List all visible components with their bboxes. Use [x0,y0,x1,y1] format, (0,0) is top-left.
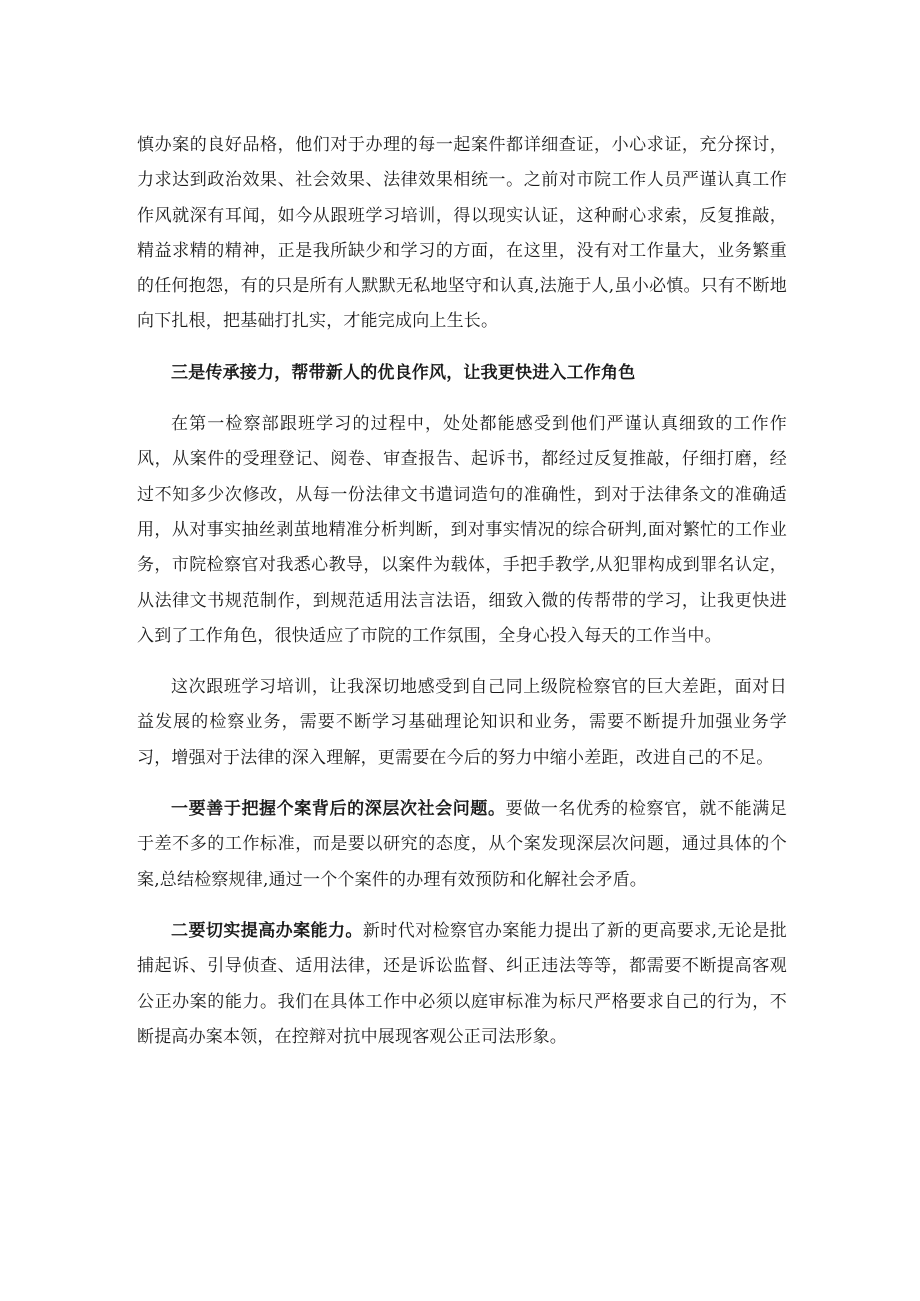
point-2-text: 新时代对检察官办案能力提出了新的更高要求,无论是批捕起诉、引导侦查、适用法律，还是诉讼监督、纠正违法等等，都需要不断提高客观公正办案的能力。我们在具体工作中必须以庭审标准为标尺严格要求自己的行为，不断提高办案本领，在控辩对抗中展现客观公正司法形象。 [137,920,787,1047]
point-1-text: 要做一名优秀的检察官，就不能满足于差不多的工作标准，而是要以研究的态度，从个案发现深层次问题，通过具体的个案,总结检察规律,通过一个个案件的办理有效预防和化解社会矛盾。 [137,799,787,890]
paragraph-point-2 [137,914,787,1055]
section-heading-3: 三是传承接力，帮带新人的优良作风，让我更快进入工作角色 [171,362,636,383]
paragraph-training-process: 在第一检察部跟班学习的过程中，处处都能感受到他们严谨认真细致的工作作风，从案件的受理登记、阅卷、审查报告、起诉书，都经过反复推敲，仔细打磨，经过不知多少次修改，从每一份法律文书遣词造句的准确性，到对于法律条文的准确适用，从对事实抽丝剥茧地精准分析判断，到对事实情况的综合研判,面对繁忙的工作业务，市院检察官对我悉心教导，以案件为载体，手把手教学,从犯罪构成到罪名认定，从法律文书规范制作，到规范适用法言法语，细致入微的传帮带的学习，让我更快进入到了工作角色，很快适应了市院的工作氛围，全身心投入每天的工作当中。 [137,414,787,646]
paragraph-continuation: 慎办案的良好品格，他们对于办理的每一起案件都详细查证，小心求证，充分探讨，力求达到政治效果、社会效果、法律效果相统一。之前对市院工作人员严谨认真工作作风就深有耳闻，如今从跟班学习培训，得以现实认证，这种耐心求索，反复推敲，精益求精的精神，正是我所缺少和学习的方面，在这里，没有对工作量大，业务繁重的任何抱怨，有的只是所有人默默无私地坚守和认真,法施于人,虽小必慎。只有不断地向下扎根，把基础打扎实，才能完成向上生长。 [137,135,787,332]
point-1-lead: 一要善于把握个案背后的深层次社会问题。 [171,799,506,820]
document-body [137,128,787,1055]
paragraph-reflection: 这次跟班学习培训，让我深切地感受到自己同上级院检察官的巨大差距，面对日益发展的检察业务，需要不断学习基础理论知识和业务，需要不断提升加强业务学习，增强对于法律的深入理解，更需要在今后的努力中缩小差距，改进自己的不足。 [137,677,787,768]
paragraph-point-1 [137,792,787,898]
point-2-lead: 二要切实提高办案能力。 [171,920,363,941]
